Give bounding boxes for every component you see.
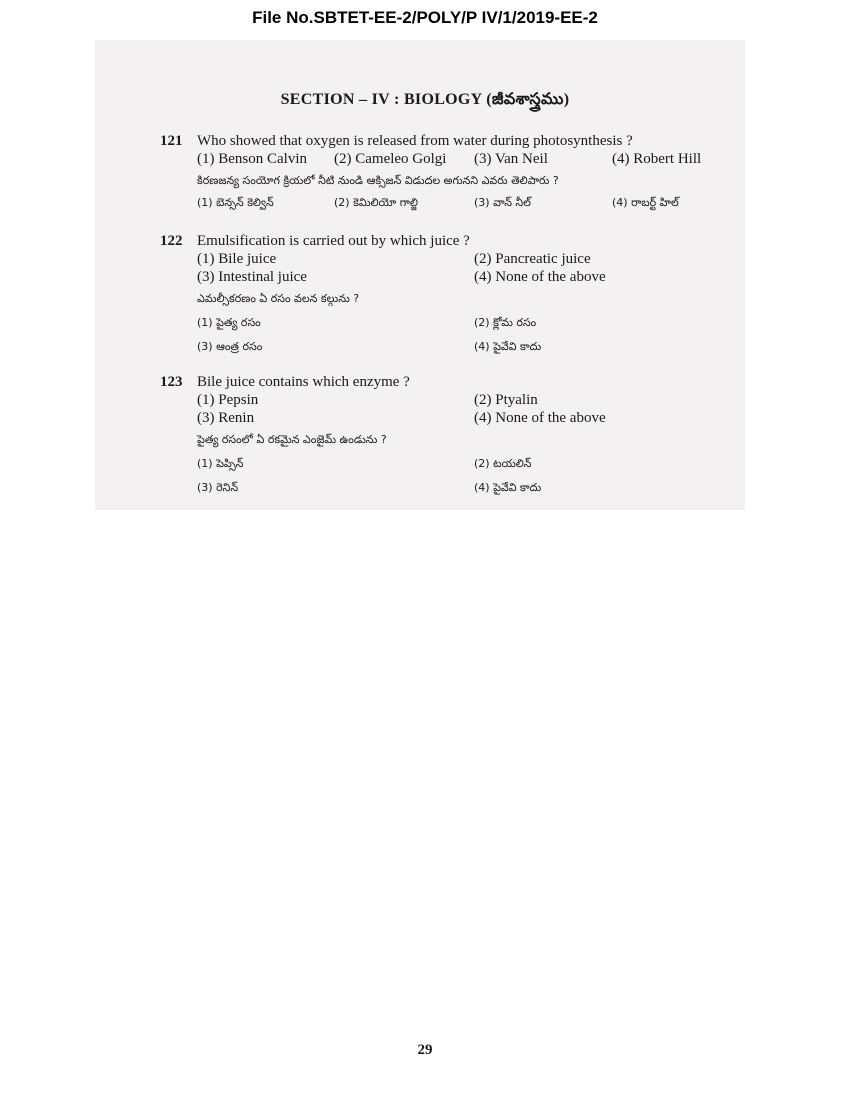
option-2: (2) Cameleo Golgi [334,151,447,167]
option-2: (2) Ptyalin [474,392,538,408]
question-number: 121 [160,133,183,149]
telugu-option-2: (2) కెమిలియో గాల్జి [334,196,418,209]
telugu-option-3: (3) వాన్ నీల్ [474,196,531,209]
option-3: (3) Renin [197,410,255,426]
option-2: (2) Pancreatic juice [474,251,591,267]
option-3: (3) Van Neil [474,151,548,167]
telugu-option-4: (4) పైవేవి కాదు [474,481,542,494]
question-121 [160,132,730,212]
telugu-option-2: (2) టయలిన్ [474,457,532,470]
telugu-option-1: (1) పైత్య రసం [197,316,261,329]
telugu-question-text: ఎమల్సీకరణం ఏ రసం వలన కల్గును ? [197,292,360,305]
option-4: (4) None of the above [474,269,606,285]
question-number: 123 [160,374,183,390]
telugu-option-4: (4) రాబర్ట్ హిల్ [612,196,679,209]
telugu-option-3: (3) ఆంత్ర రసం [197,340,263,353]
option-1: (1) Benson Calvin [197,151,307,167]
telugu-option-2: (2) క్లోమ రసం [474,316,537,329]
question-number: 122 [160,233,183,249]
option-1: (1) Bile juice [197,251,277,267]
question-123 [160,373,730,497]
option-1: (1) Pepsin [197,392,259,408]
section-title: SECTION – IV : BIOLOGY (జీవశాస్త్రము) [280,91,570,108]
telugu-question-text: పైత్య రసంలో ఏ రకమైన ఎంజైమ్ ఉండును ? [197,433,387,446]
telugu-option-3: (3) రెనిన్ [197,481,239,494]
page-number: 29 [417,1042,433,1058]
option-4: (4) Robert Hill [612,151,702,167]
file-number-header: File No.SBTET-EE-2/POLY/P IV/1/2019-EE-2 [252,8,598,27]
option-4: (4) None of the above [474,410,606,426]
question-text: Bile juice contains which enzyme ? [197,374,410,390]
telugu-option-4: (4) పైవేవి కాదు [474,340,542,353]
telugu-question-text: కిరణజన్య సంయోగ క్రియలో నీటి నుండి ఆక్సిజన్ విడుదల అగునని ఎవరు తెలిపారు ? [197,174,559,187]
telugu-option-1: (1) పెప్సిన్ [197,457,244,470]
question-122 [160,232,730,356]
question-text: Emulsification is carried out by which juice ? [197,233,470,249]
telugu-option-1: (1) బెన్సన్ కెల్విన్ [197,196,274,209]
question-text: Who showed that oxygen is released from water during photosynthesis ? [197,133,633,149]
option-3: (3) Intestinal juice [197,269,307,285]
